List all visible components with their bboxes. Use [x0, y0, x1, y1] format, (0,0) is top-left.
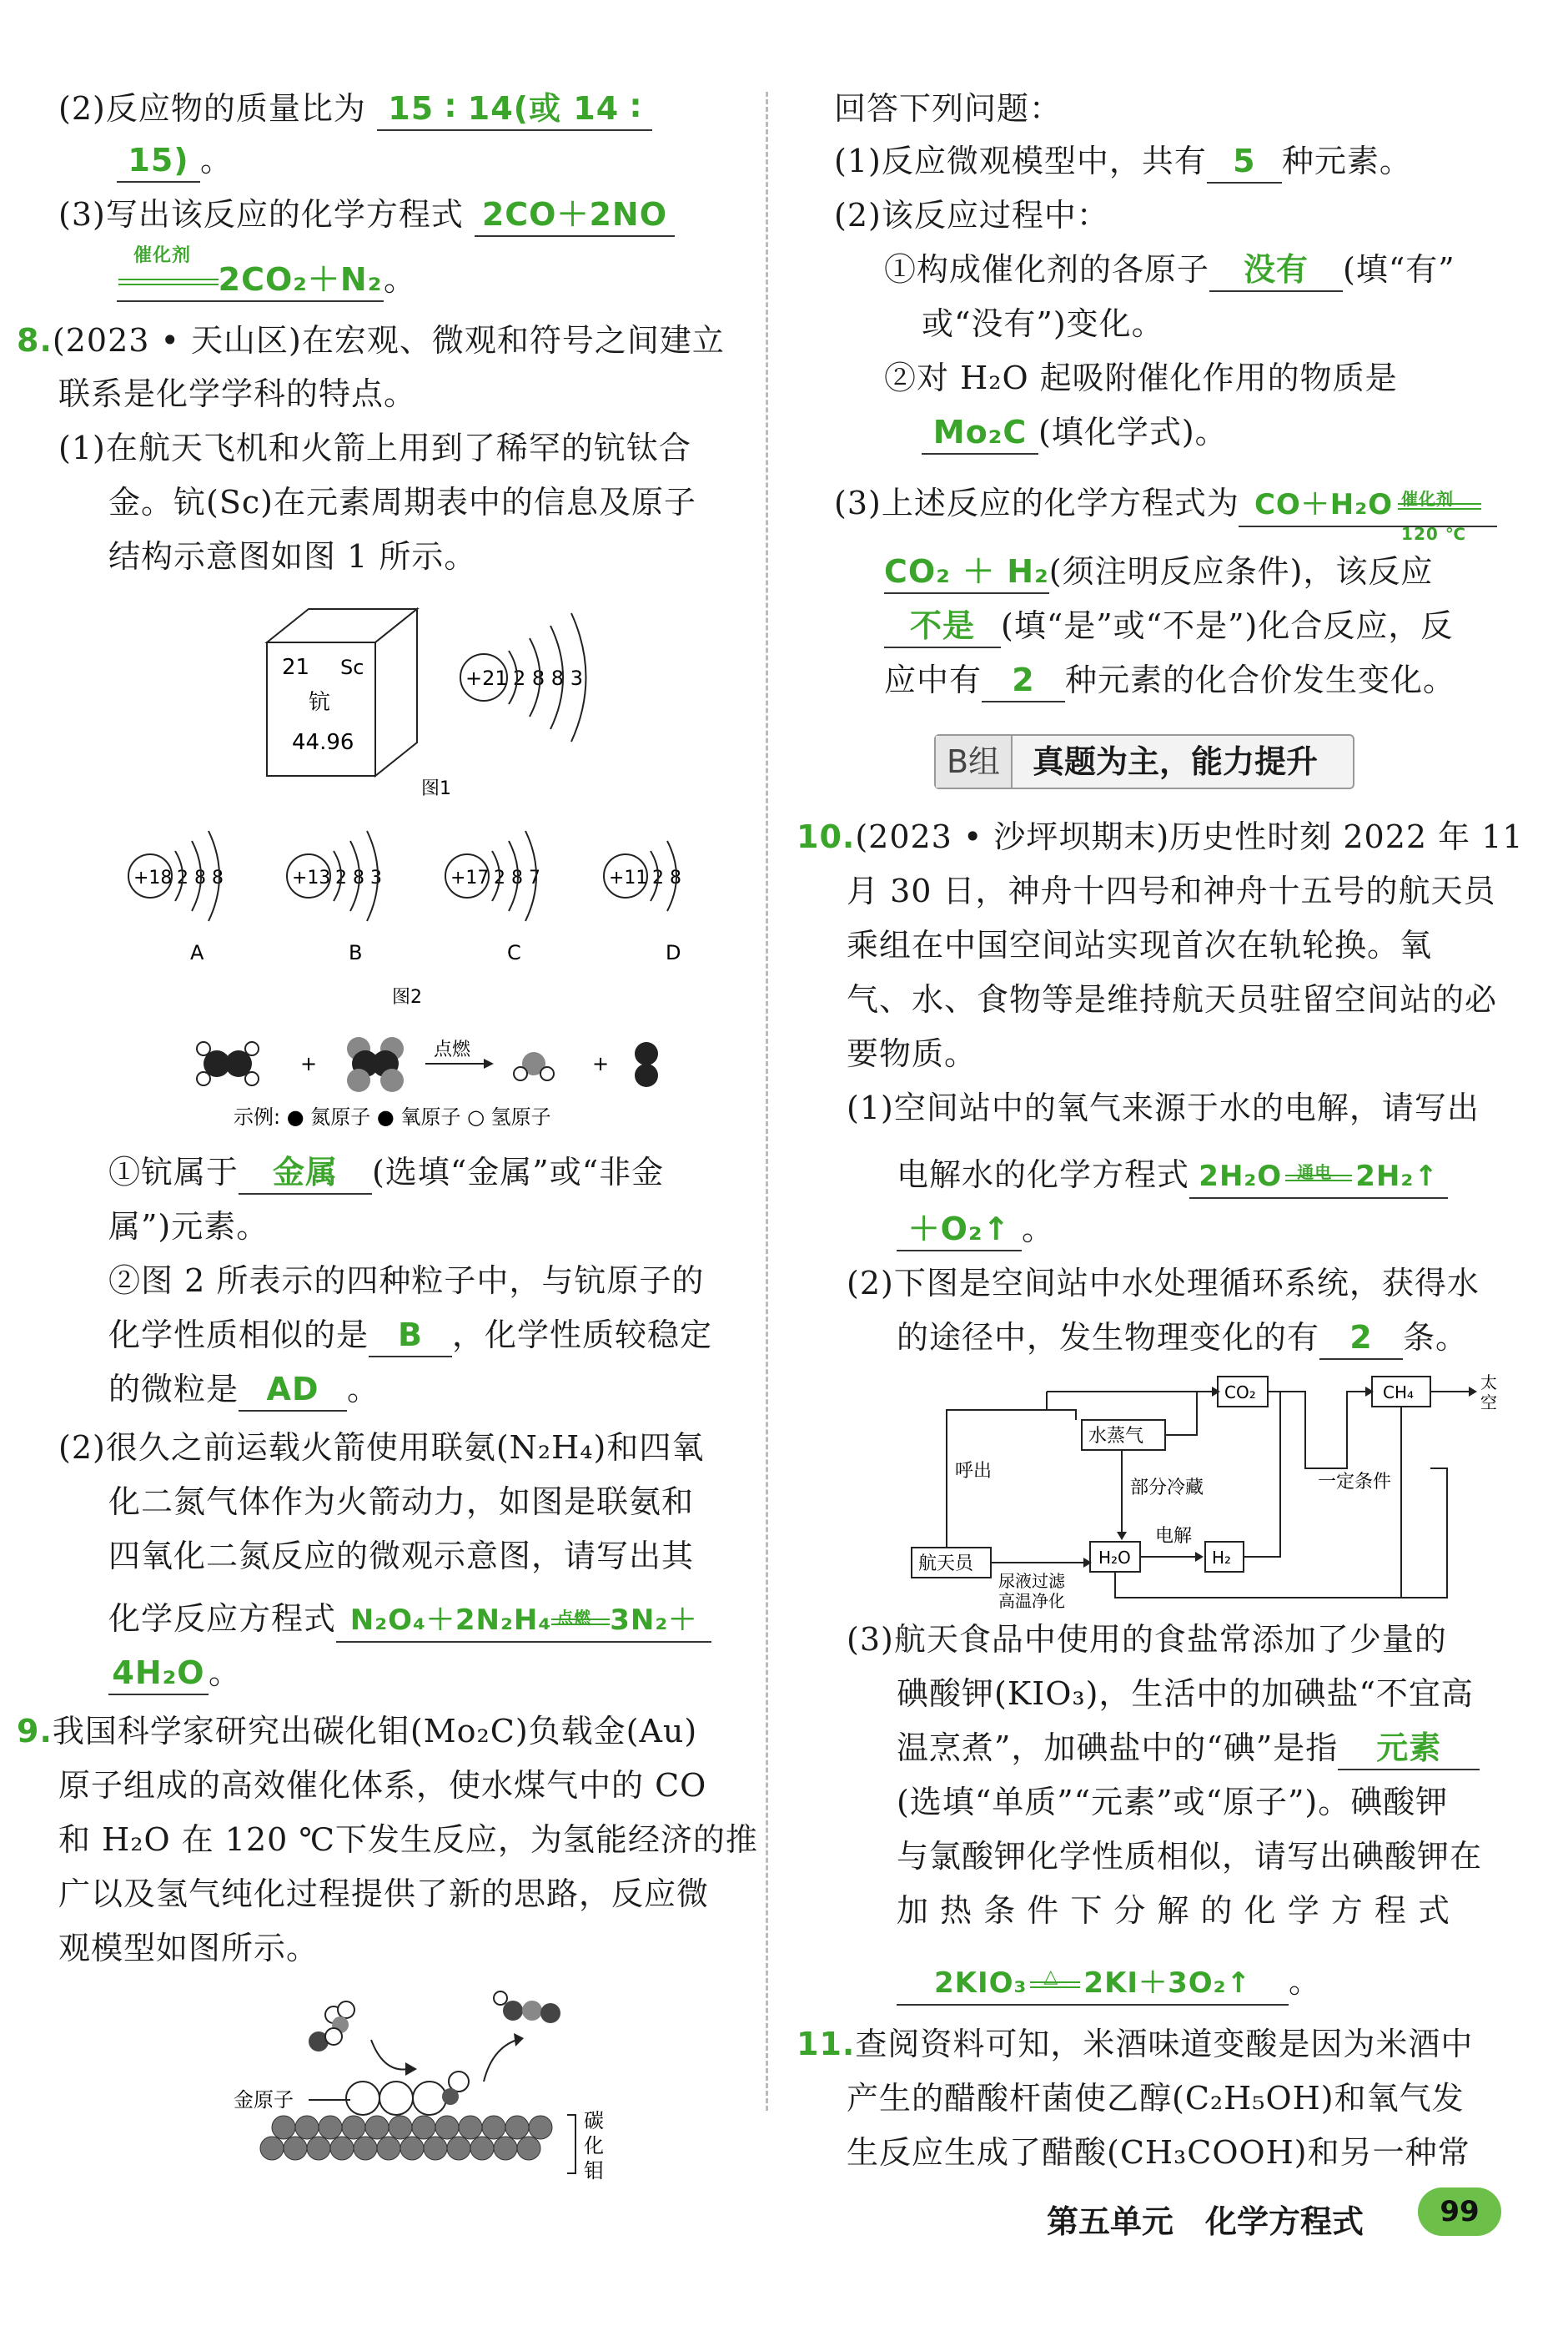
q9-sub2b-b: Mo₂C (填化学式)。: [922, 411, 1228, 455]
q8-sub1: ①钪属于 金属 (选填“金属”或“非金: [108, 1151, 664, 1195]
q8-line-5: 结构示意图如图 1 所示。: [108, 538, 477, 575]
svg-text:H₂O: H₂O: [1098, 1548, 1131, 1568]
svg-text:2 8 8: 2 8 8: [177, 868, 224, 889]
figure-1-scandium: [242, 601, 659, 801]
answer-valence-count: 2: [982, 659, 1065, 702]
q9-line-3: 和 H₂O 在 120 ℃下发生反应，为氢能经济的推: [58, 1821, 758, 1858]
q10-line-3: 乘组在中国空间站实现首次在轨轮换。氧: [847, 927, 1433, 964]
q10-p2-b: 的途径中，发生物理变化的有 2 条。: [897, 1316, 1468, 1360]
q10-p2: (2)下图是空间站中水处理循环系统，获得水: [847, 1265, 1480, 1301]
svg-text:+18: +18: [133, 868, 173, 889]
q11-title: 11.查阅资料可知，米酒味道变酸是因为米酒中: [797, 2026, 1474, 2062]
water-cycle-flowchart: [897, 1368, 1530, 1610]
svg-text:+: +: [300, 1052, 318, 1075]
answer-equation: 2CO＋2NO: [475, 194, 675, 237]
q9-sub3-b: CO₂ ＋ H₂(须注明反应条件)，该反应: [884, 551, 1433, 594]
answer-element: 元素: [1338, 1727, 1480, 1770]
q9-line-5: 观模型如图所示。: [58, 1930, 319, 1966]
q10-p1-b: 电解水的化学方程式 2H₂O 通电 2H₂↑: [897, 1154, 1448, 1199]
catalyst-diagram: [217, 1990, 651, 2190]
q9-sub2b: ②对 H₂O 起吸附催化作用的物质是: [884, 360, 1398, 396]
svg-text:空: 空: [1480, 1392, 1497, 1412]
svg-text:点燃: 点燃: [434, 1040, 471, 1060]
svg-text:钼: 钼: [584, 2159, 604, 2182]
figure-1-caption: 图1: [421, 778, 451, 799]
element-name: 钪: [309, 690, 331, 715]
svg-text:+11: +11: [609, 868, 648, 889]
q8-sub2c: 的微粒是 AD 。: [108, 1368, 379, 1412]
q7-line-3b: 催化剂 2CO₂＋N₂。: [117, 259, 416, 302]
svg-text:2 8: 2 8: [652, 868, 681, 889]
q7-line-2b: 15) 。: [117, 139, 233, 183]
svg-text:一定条件: 一定条件: [1318, 1472, 1392, 1493]
q8-p2-line1: (2)很久之前运载火箭使用联氨(N₂H₄)和四氧: [58, 1429, 705, 1466]
svg-text:碳: 碳: [584, 2109, 604, 2132]
q8-line-3: (1)在航天飞机和火箭上用到了稀罕的钪钛合: [58, 430, 691, 466]
answer-similar: B: [369, 1314, 452, 1357]
svg-text:航天员: 航天员: [918, 1553, 974, 1574]
element-symbol: Sc: [340, 656, 364, 679]
q7-line-2: (2)反应物的质量比为 15 ∶ 14(或 14 ∶: [58, 88, 652, 131]
q8-p2-line5: 4H₂O 。: [108, 1652, 241, 1695]
svg-text:CH₄: CH₄: [1383, 1382, 1415, 1402]
svg-text:H₂: H₂: [1212, 1548, 1232, 1568]
q9-sub2: (2)该反应过程中：: [834, 197, 1109, 234]
svg-text:2 8 3: 2 8 3: [335, 868, 382, 889]
q8-line-4: 金。钪(Sc)在元素周期表中的信息及原子: [108, 484, 696, 521]
svg-text:水蒸气: 水蒸气: [1088, 1426, 1144, 1447]
q10-line-5: 要物质。: [847, 1035, 977, 1072]
q9-answer-intro: 回答下列问题：: [834, 90, 1063, 127]
column-divider: [766, 92, 768, 2111]
svg-text:尿液过滤: 尿液过滤: [998, 1571, 1065, 1591]
svg-text:部分冷藏: 部分冷藏: [1130, 1478, 1204, 1498]
svg-text:CO₂: CO₂: [1224, 1382, 1256, 1402]
q8-sub2b: 化学性质相似的是 B ，化学性质较稳定: [108, 1314, 712, 1357]
q8-sub1b: 属”)元素。: [108, 1208, 269, 1245]
particle-d-label: D: [666, 941, 681, 964]
figure-2-particles: [117, 826, 734, 1009]
particle-a-label: A: [190, 941, 204, 964]
q8-p2-line4: 化学反应方程式 N₂O₄＋2N₂H₄ 点燃 3N₂＋: [108, 1598, 711, 1643]
q9-title: 9.我国科学家研究出碳化钼(Mo₂C)负载金(Au): [17, 1713, 698, 1749]
q10-p3-c: 温烹煮”，加碘盐中的“碘”是指 元素: [897, 1727, 1480, 1770]
q9-sub2a: ①构成催化剂的各原子 没有 (填“有”: [884, 249, 1455, 292]
svg-text:呼出: 呼出: [955, 1461, 993, 1482]
q7-line-3: (3)写出该反应的化学方程式 2CO＋2NO: [58, 194, 675, 237]
element-mass: 44.96: [292, 730, 354, 755]
footer-unit: 第五单元 化学方程式: [1047, 2203, 1364, 2240]
svg-text:太: 太: [1480, 1372, 1497, 1392]
q8-title: 8.(2023 • 天山区)在宏观、微观和符号之间建立: [17, 322, 725, 359]
element-number: 21: [282, 655, 310, 680]
q9-sub2a-b: 或“没有”)变化。: [922, 305, 1164, 342]
q11-line-2: 产生的醋酸杆菌使乙醇(C₂H₅OH)和氧气发: [847, 2080, 1465, 2117]
electron-shells: 2 8 8 3: [513, 667, 583, 690]
answer-mass-ratio: 15 ∶ 14(或 14 ∶: [377, 88, 652, 131]
answer-no-change: 没有: [1209, 249, 1343, 292]
gold-atom-label: 金原子: [234, 2088, 294, 2112]
q9-line-2: 原子组成的高效催化体系，使水煤气中的 CO: [58, 1767, 707, 1804]
svg-text:高温净化: 高温净化: [998, 1591, 1065, 1610]
q9-sub3-d: 应中有 2 种元素的化合价发生变化。: [884, 659, 1455, 702]
answer-mo2c: Mo₂C: [922, 411, 1038, 455]
q8-sub2: ②图 2 所表示的四种粒子中，与钪原子的: [108, 1262, 705, 1299]
svg-text:2 8 7: 2 8 7: [494, 868, 540, 889]
molecule-reaction-diagram: [192, 1030, 692, 1147]
q9-sub3-c: 不是 (填“是”或“不是”)化合反应，反: [884, 605, 1453, 648]
q10-title: 10.(2023 • 沙坪坝期末)历史性时刻 2022 年 11: [797, 818, 1524, 855]
svg-text:+17: +17: [450, 868, 490, 889]
q10-line-4: 气、水、食物等是维持航天员驻留空间站的必: [847, 981, 1498, 1018]
molecule-legend: 示例: ● 氮原子 ● 氧原子 ○ 氢原子: [234, 1105, 551, 1129]
q8-p2-line2: 化二氮气体作为火箭动力，如图是联氨和: [108, 1483, 695, 1520]
q10-p3-e: 与氯酸钾化学性质相似，请写出碘酸钾在: [897, 1838, 1483, 1875]
q9-line-4: 广以及氢气纯化过程提供了新的思路，反应微: [58, 1875, 710, 1912]
svg-text:+21: +21: [465, 667, 508, 690]
answer-physical-count: 2: [1319, 1316, 1403, 1360]
svg-text:电解: 电解: [1155, 1526, 1193, 1547]
particle-b-label: B: [349, 941, 363, 964]
q9-sub1: (1)反应微观模型中，共有 5 种元素。: [834, 140, 1412, 184]
svg-text:+13: +13: [292, 868, 331, 889]
svg-text:化: 化: [584, 2134, 604, 2157]
q10-p3-b: 碘酸钾(KIO₃)，生活中的加碘盐“不宜高: [897, 1675, 1474, 1712]
q10-line-2: 月 30 日，神舟十四号和神舟十五号的航天员: [847, 873, 1496, 909]
q10-p3: (3)航天食品中使用的食盐常添加了少量的: [847, 1621, 1447, 1658]
q9-sub3-eq: CO＋H₂O 催化剂 120 ℃: [1239, 482, 1497, 527]
page-number: 99: [1418, 2187, 1501, 2236]
svg-text:+: +: [592, 1052, 610, 1075]
q10-p1: (1)空间站中的氧气来源于水的电解，请写出: [847, 1090, 1480, 1126]
particle-c-label: C: [507, 941, 521, 964]
q10-p1-c: ＋O₂↑ 。: [897, 1208, 1054, 1251]
q10-p3-g: 2KIO₃ △ 2KI＋3O₂↑ 。: [897, 1961, 1321, 2006]
q11-line-3: 生反应生成了醋酸(CH₃COOH)和另一种常: [847, 2134, 1470, 2171]
answer-element-count: 5: [1207, 140, 1282, 184]
answer-metal: 金属: [239, 1151, 372, 1195]
q10-p3-f: 加 热 条 件 下 分 解 的 化 学 方 程 式: [897, 1892, 1450, 1929]
group-b-banner: B组 真题为主，能力提升: [934, 734, 1354, 789]
q8-line-2: 联系是化学学科的特点。: [58, 375, 417, 412]
figure-2-caption: 图2: [392, 987, 422, 1008]
q8-p2-line3: 四氧化二氮反应的微观示意图，请写出其: [108, 1538, 695, 1574]
answer-stable: AD: [239, 1368, 347, 1412]
q10-p3-d: (选填“单质”“元素”或“原子”)。碘酸钾: [897, 1784, 1449, 1820]
answer-not-combination: 不是: [884, 605, 1001, 648]
q9-sub3: (3)上述反应的化学方程式为: [834, 485, 1239, 521]
